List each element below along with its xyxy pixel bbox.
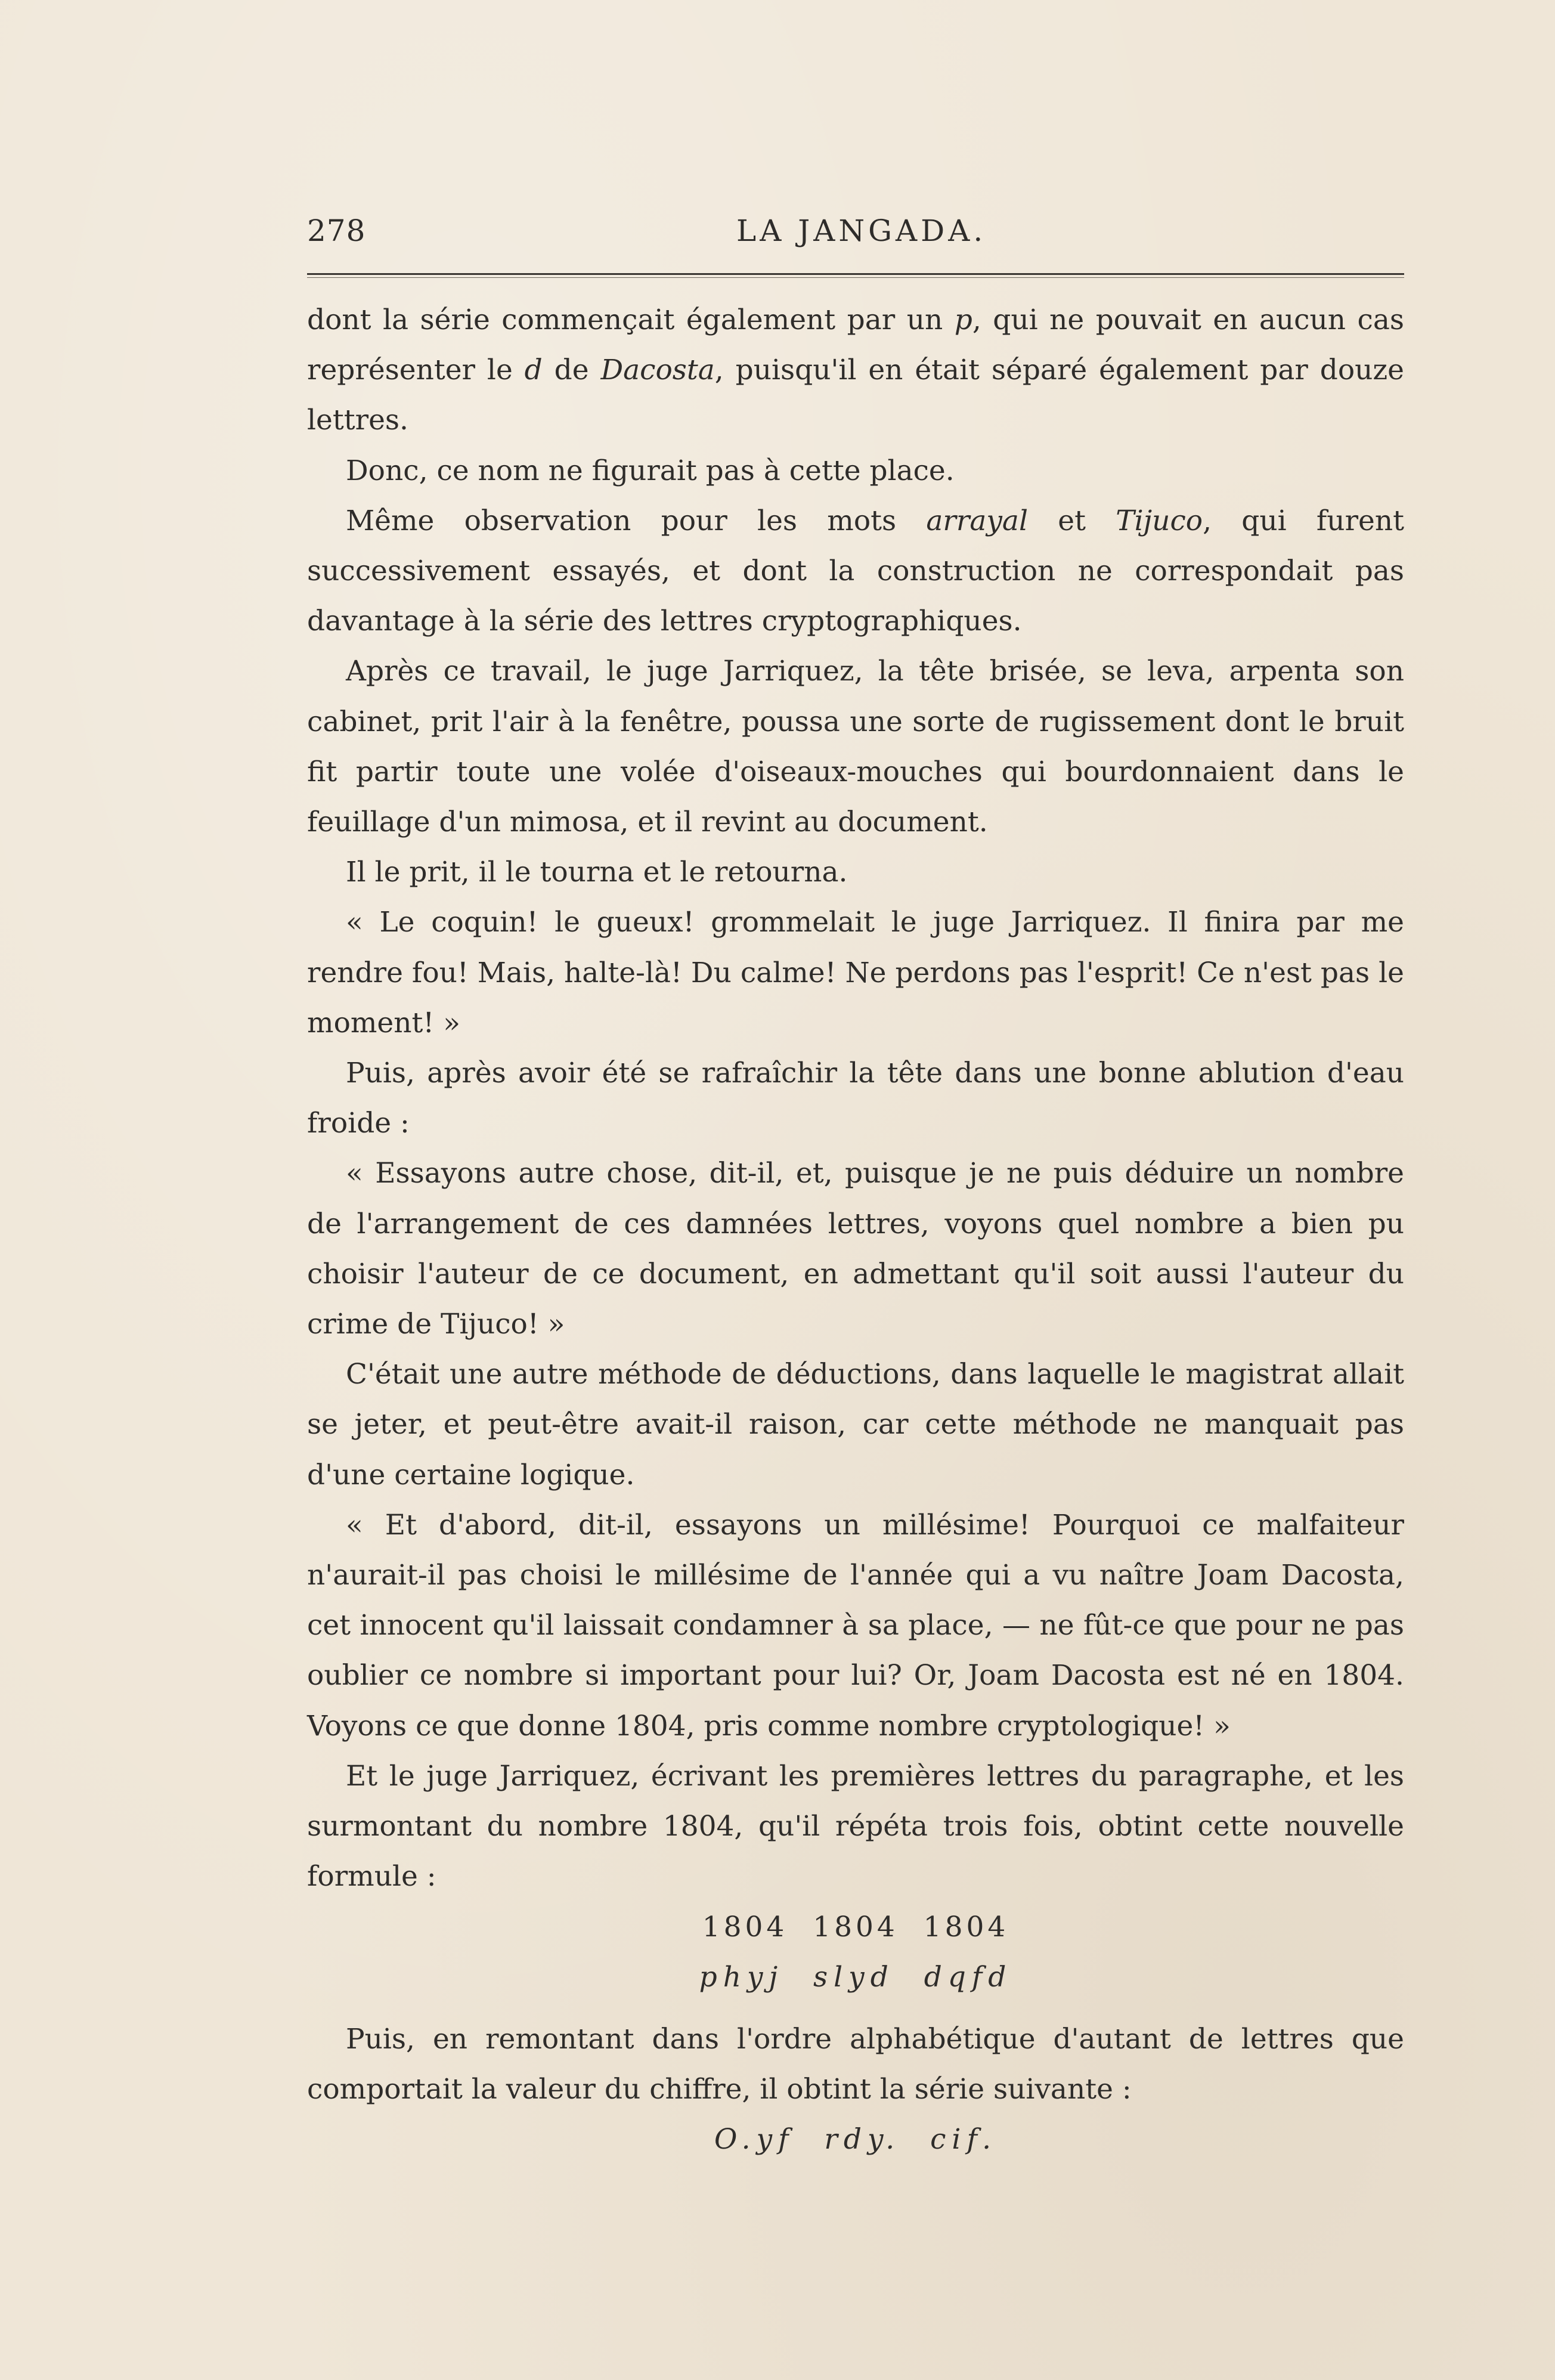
- paragraph-8: « Essayons autre chose, dit-il, et, puisque je ne puis déduire un nombre de l'arrangement de ces damnées lettres, voyons quel nombre a bien pu choisir l'auteur de ce document, en admettant qu'il soit aussi l'auteur du crime de Tijuco! »: [307, 1157, 1404, 1341]
- paragraph-5: Il le prit, il le tourna et le retourna.: [346, 856, 848, 889]
- paragraph-2: Donc, ce nom ne figurait pas à cette place.: [346, 454, 955, 487]
- formula-spacer: [307, 2003, 1404, 2014]
- paragraph-11: Et le juge Jarriquez, écrivant les premières lettres du paragraphe, et les surmontant du nombre 1804, qu'il répéta trois fois, obtint cette nouvelle formule :: [307, 1759, 1404, 1893]
- paragraph-9: C'était une autre méthode de déductions, dans laquelle le magistrat allait se jeter, et peut-être avait-il raison, car cette méthode ne manquait pas d'une certaine logique.: [307, 1358, 1404, 1491]
- formula-letters: phyj slyd dqfd: [699, 1960, 1012, 1994]
- running-title: LA JANGADA.: [736, 213, 987, 248]
- header-rule-thin: [307, 277, 1404, 278]
- paragraph-3: Même observation pour les mots arrayal et Tijuco, qui furent successivement essayés, et dont la construction ne correspondait pas davantage à la série des lettres cryptographiques.: [307, 504, 1405, 638]
- paragraph-6: « Le coquin! le gueux! grommelait le juge Jarriquez. Il finira par me rendre fou! Mais, halte-là! Du calme! Ne perdons pas l'esprit! Ce n'est pas le moment! »: [307, 906, 1404, 1039]
- formula-result: O.yf rdy. cif.: [714, 2123, 998, 2156]
- formula-numbers: 1804 1804 1804: [702, 1910, 1009, 1943]
- body-text: [307, 295, 1404, 2165]
- paragraph-4: Après ce travail, le juge Jarriquez, la tête brisée, se leva, arpenta son cabinet, prit l'air à la fenêtre, poussa une sorte de rugissement dont le bruit fit partir toute une volée d'oiseaux-mouches qui bourdonnaient dans le feuillage d'un mimosa, et il revint au document.: [307, 655, 1404, 839]
- paragraph-1: dont la série commençait également par un p, qui ne pouvait en aucun cas représenter le d de Dacosta, puisqu'il en était séparé également par douze lettres.: [307, 304, 1404, 437]
- header-rule: [307, 273, 1404, 275]
- paragraph-7: Puis, après avoir été se rafraîchir la tête dans une bonne ablution d'eau froide :: [307, 1057, 1404, 1140]
- page-header: [307, 210, 1404, 252]
- paragraph-12: Puis, en remontant dans l'ordre alphabétique d'autant de lettres que comportait la valeur du chiffre, il obtint la série suivante :: [307, 2022, 1404, 2106]
- page-number: 278: [307, 213, 366, 248]
- paragraph-10: « Et d'abord, dit-il, essayons un millésime! Pourquoi ce malfaiteur n'aurait-il pas choisi le millésime de l'année qui a vu naître Joam Dacosta, cet innocent qu'il laissait condamner à sa place, — ne fût-ce que pour ne pas oublier ce nombre si important pour lui? Or, Joam Dacosta est né en 1804. Voyons ce que donne 1804, pris comme nombre cryptologique! »: [307, 1508, 1404, 1743]
